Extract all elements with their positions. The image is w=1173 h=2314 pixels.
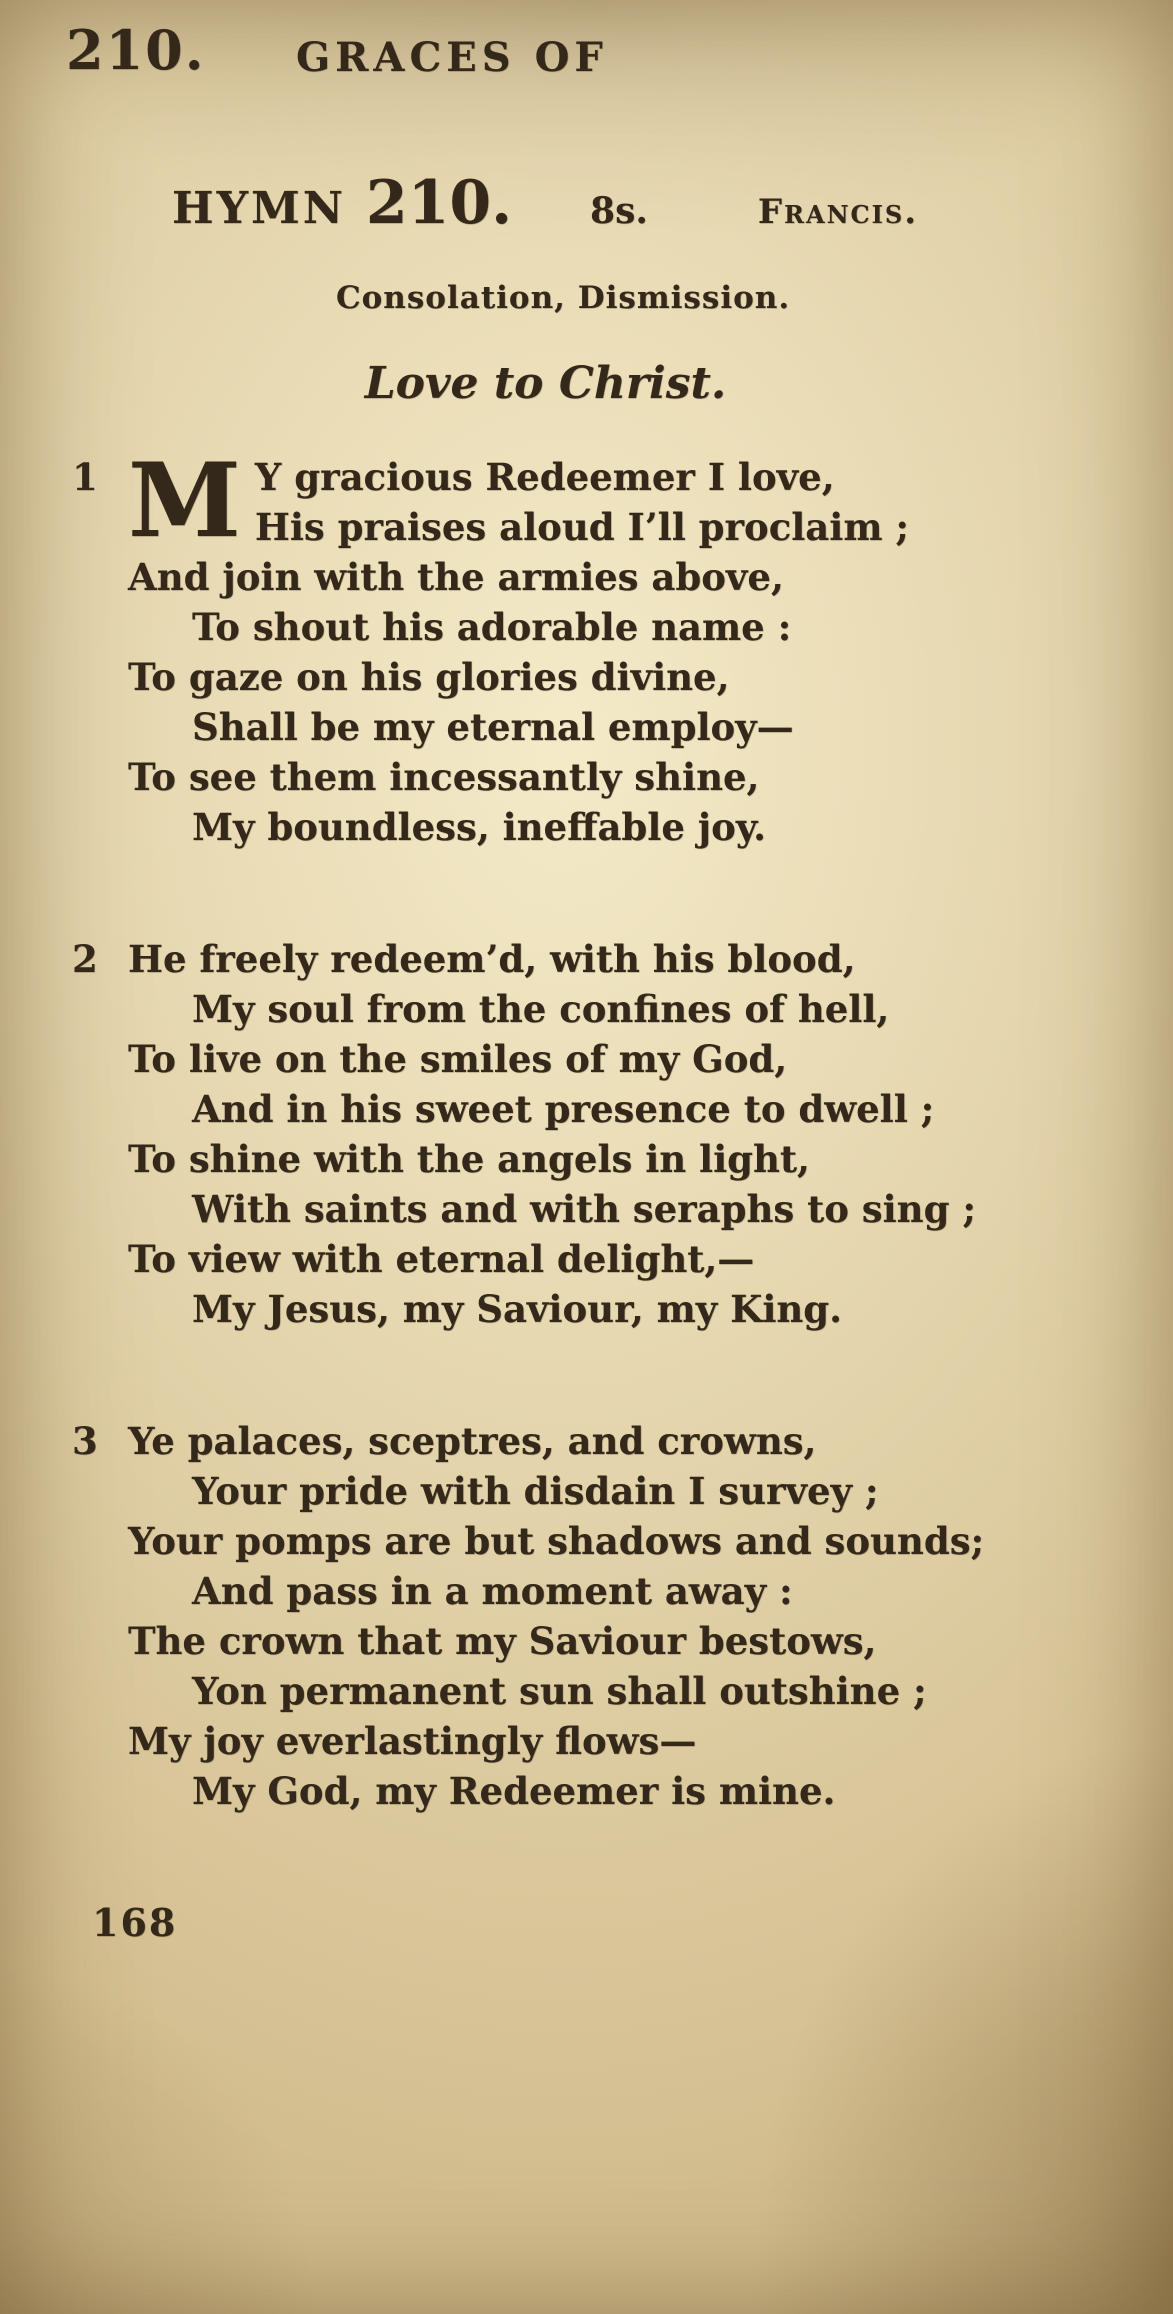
- verse-1-dropcap-block: [128, 441, 1122, 561]
- hymn-title: Love to Christ.: [364, 358, 727, 409]
- verse-line: My Jesus, my Saviour, my King.: [192, 1287, 843, 1331]
- verse-line: To live on the smiles of my God,: [128, 1037, 788, 1081]
- verse-line: Yon permanent sun shall outshine ;: [192, 1669, 927, 1713]
- verse-line: To see them incessantly shine,: [128, 755, 760, 799]
- page-footer-number: 168: [92, 1900, 178, 1945]
- verse-line: To shout his adorable name :: [192, 605, 792, 649]
- hymn-label: HYMN: [172, 183, 346, 234]
- hymn-subtitle: Consolation, Dismission.: [335, 280, 791, 316]
- running-title: GRACES OF: [296, 34, 608, 81]
- hymn-verses: [72, 441, 1122, 1898]
- verse-3: [72, 1416, 1122, 1816]
- verse-line: My soul from the confines of hell,: [192, 987, 890, 1031]
- page-header-number: 210.: [66, 18, 206, 82]
- verse-line: And join with the armies above,: [128, 555, 784, 599]
- verse-line: To shine with the angels in light,: [128, 1137, 810, 1181]
- verse-1: [72, 441, 1122, 852]
- verse-line: My boundless, ineffable joy.: [192, 805, 766, 849]
- verse-1-number: 1: [72, 455, 98, 499]
- verse-2: [72, 934, 1122, 1334]
- hymn-number: 210.: [365, 168, 513, 238]
- hymn-heading-row: [172, 168, 1102, 238]
- verse-line: His praises aloud I’ll proclaim ;: [254, 505, 910, 549]
- verse-1-first-lines: [255, 452, 909, 552]
- verse-line: The crown that my Saviour bestows,: [128, 1619, 877, 1663]
- verse-3-number: 3: [72, 1419, 98, 1463]
- verse-line: Your pomps are but shadows and sounds;: [128, 1519, 985, 1563]
- verse-line: To gaze on his glories divine,: [128, 655, 730, 699]
- hymn-author: Francis.: [757, 192, 919, 232]
- verse-line: Ye palaces, sceptres, and crowns,: [128, 1419, 817, 1463]
- drop-cap-letter: M: [128, 441, 241, 561]
- hymn-meter: 8s.: [590, 190, 648, 232]
- verse-line: He freely redeem’d, with his blood,: [128, 937, 856, 981]
- verse-line: With saints and with seraphs to sing ;: [192, 1187, 976, 1231]
- verse-line: My joy everlastingly flows—: [128, 1719, 697, 1763]
- verse-line: To view with eternal delight,—: [128, 1237, 755, 1281]
- verse-line: Your pride with disdain I survey ;: [192, 1469, 879, 1513]
- verse-2-number: 2: [72, 937, 98, 981]
- verse-line: And in his sweet presence to dwell ;: [192, 1087, 935, 1131]
- verse-line: My God, my Redeemer is mine.: [192, 1769, 836, 1813]
- verse-line: Y gracious Redeemer I love,: [254, 455, 835, 499]
- verse-line: Shall be my eternal employ—: [192, 705, 794, 749]
- verse-line: And pass in a moment away :: [192, 1569, 793, 1613]
